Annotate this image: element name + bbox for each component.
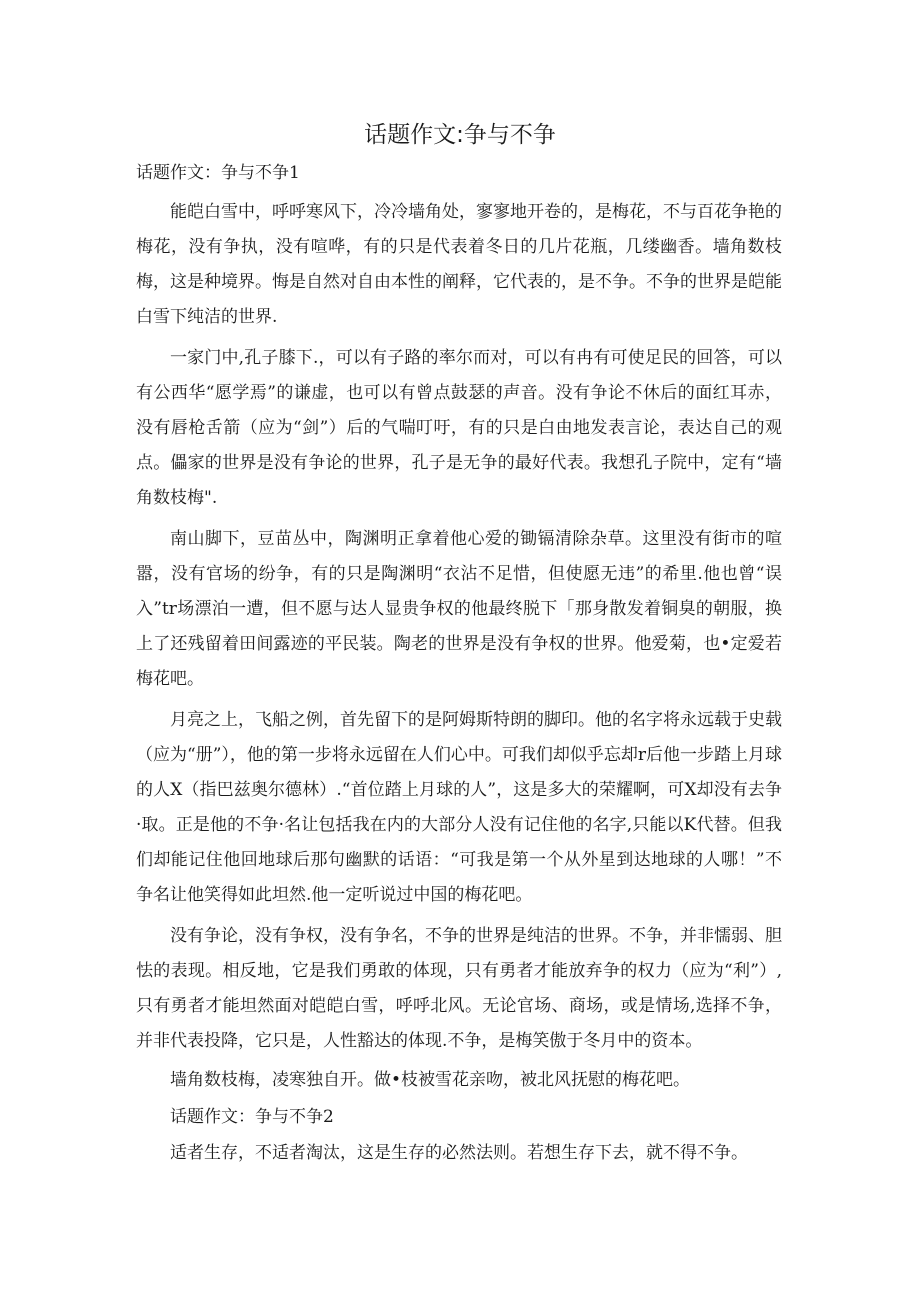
- section-1-heading: 话题作文：争与不争1: [136, 163, 300, 183]
- paragraph: 没有争论，没有争权，没有争名，不争的世界是纯洁的世界。不争，并非懦弱、胆怯的表现。相反地，它是我们勇敢的体现，只有勇者才能放弃争的权力（应为“利”）,只有勇者才能坦然面对皑皑白雪，呼呼北风。无论官场、商场，或是情场,选择不争，并非代表投降，它只是，人性豁达的体现.不争，是梅笑傲于冬月中的资本。: [136, 926, 782, 1051]
- section-1-closing-line: 墙角数枝梅，凌寒独自开。做•枝被雪花亲吻，被北风抚慰的梅花吧。: [170, 1070, 691, 1090]
- paragraph: 南山脚下，豆苗丛中，陶渊明正拿着他心爱的锄镉清除杂草。这里没有街市的喧嚣，没有官场的纷争，有的只是陶渊明“衣沾不足惜，但使愿无违”的希里.他也曾“误入”tr场漂泊一遭，但不愿与达人显贵争权的他最终脱下「那身散发着铜臭的朝服，换上了还残留着田间露迹的平民装。陶老的世界是没有争权的世界。他爱菊，也•定爱若梅花吧。: [136, 529, 782, 689]
- paragraph: 能皑白雪中，呼呼寒风下，冷冷墙角处，寥寥地开卷的，是梅花，不与百花争艳的梅花，没有争执，没有喧哗，有的只是代表着冬日的几片花瓶，几缕幽香。墙角数枝梅，这是种境界。悔是自然对自由本性的阐释，它代表的，是不争。不争的世界是皑能白雪下纯洁的世界.: [136, 202, 782, 327]
- paragraph: 一家门中,孔子膝下.，可以有子路的率尔而对，可以有冉有可使足民的回答，可以有公西华“愿学焉”的谦虚，也可以有曾点鼓瑟的声音。没有争论不休后的面红耳赤，没有唇枪舌箭（应为“剑”）后的气喘叮吁，有的只是白由地发表言论，表达自己的观点。儡家的世界是没有争论的世界，孔子是无争的最好代表。我想孔子院中，定有“墙角数枝梅".: [136, 348, 782, 508]
- document-title: 话题作文:争与不争: [364, 122, 556, 148]
- section-2-heading: 话题作文：争与不争2: [170, 1107, 334, 1127]
- paragraph: 月亮之上，飞船之例，首先留下的是阿姆斯特朗的脚印。他的名字将永远载于史载（应为“册”），他的第一步将永远留在人们心中。可我们却似乎忘却r后他一步踏上月球的人X（指巴兹奥尔德林）.“首位踏上月球的人”，这是多大的荣耀啊，可X却没有去争·取。正是他的不争·名让包括我在内的大部分人没有记住他的名字,只能以K代替。但我们却能记住他回地球后那句幽默的话语：“可我是第一个从外星到达地球的人哪！”不争名让他笑得如此坦然.他一定听说过中国的梅花吧。: [136, 710, 783, 905]
- section-2-paragraph: 适者生存，不适者淘汰，这是生存的必然法则。若想生存下去，就不得不争。: [170, 1143, 748, 1163]
- section-1-body: [136, 195, 782, 1065]
